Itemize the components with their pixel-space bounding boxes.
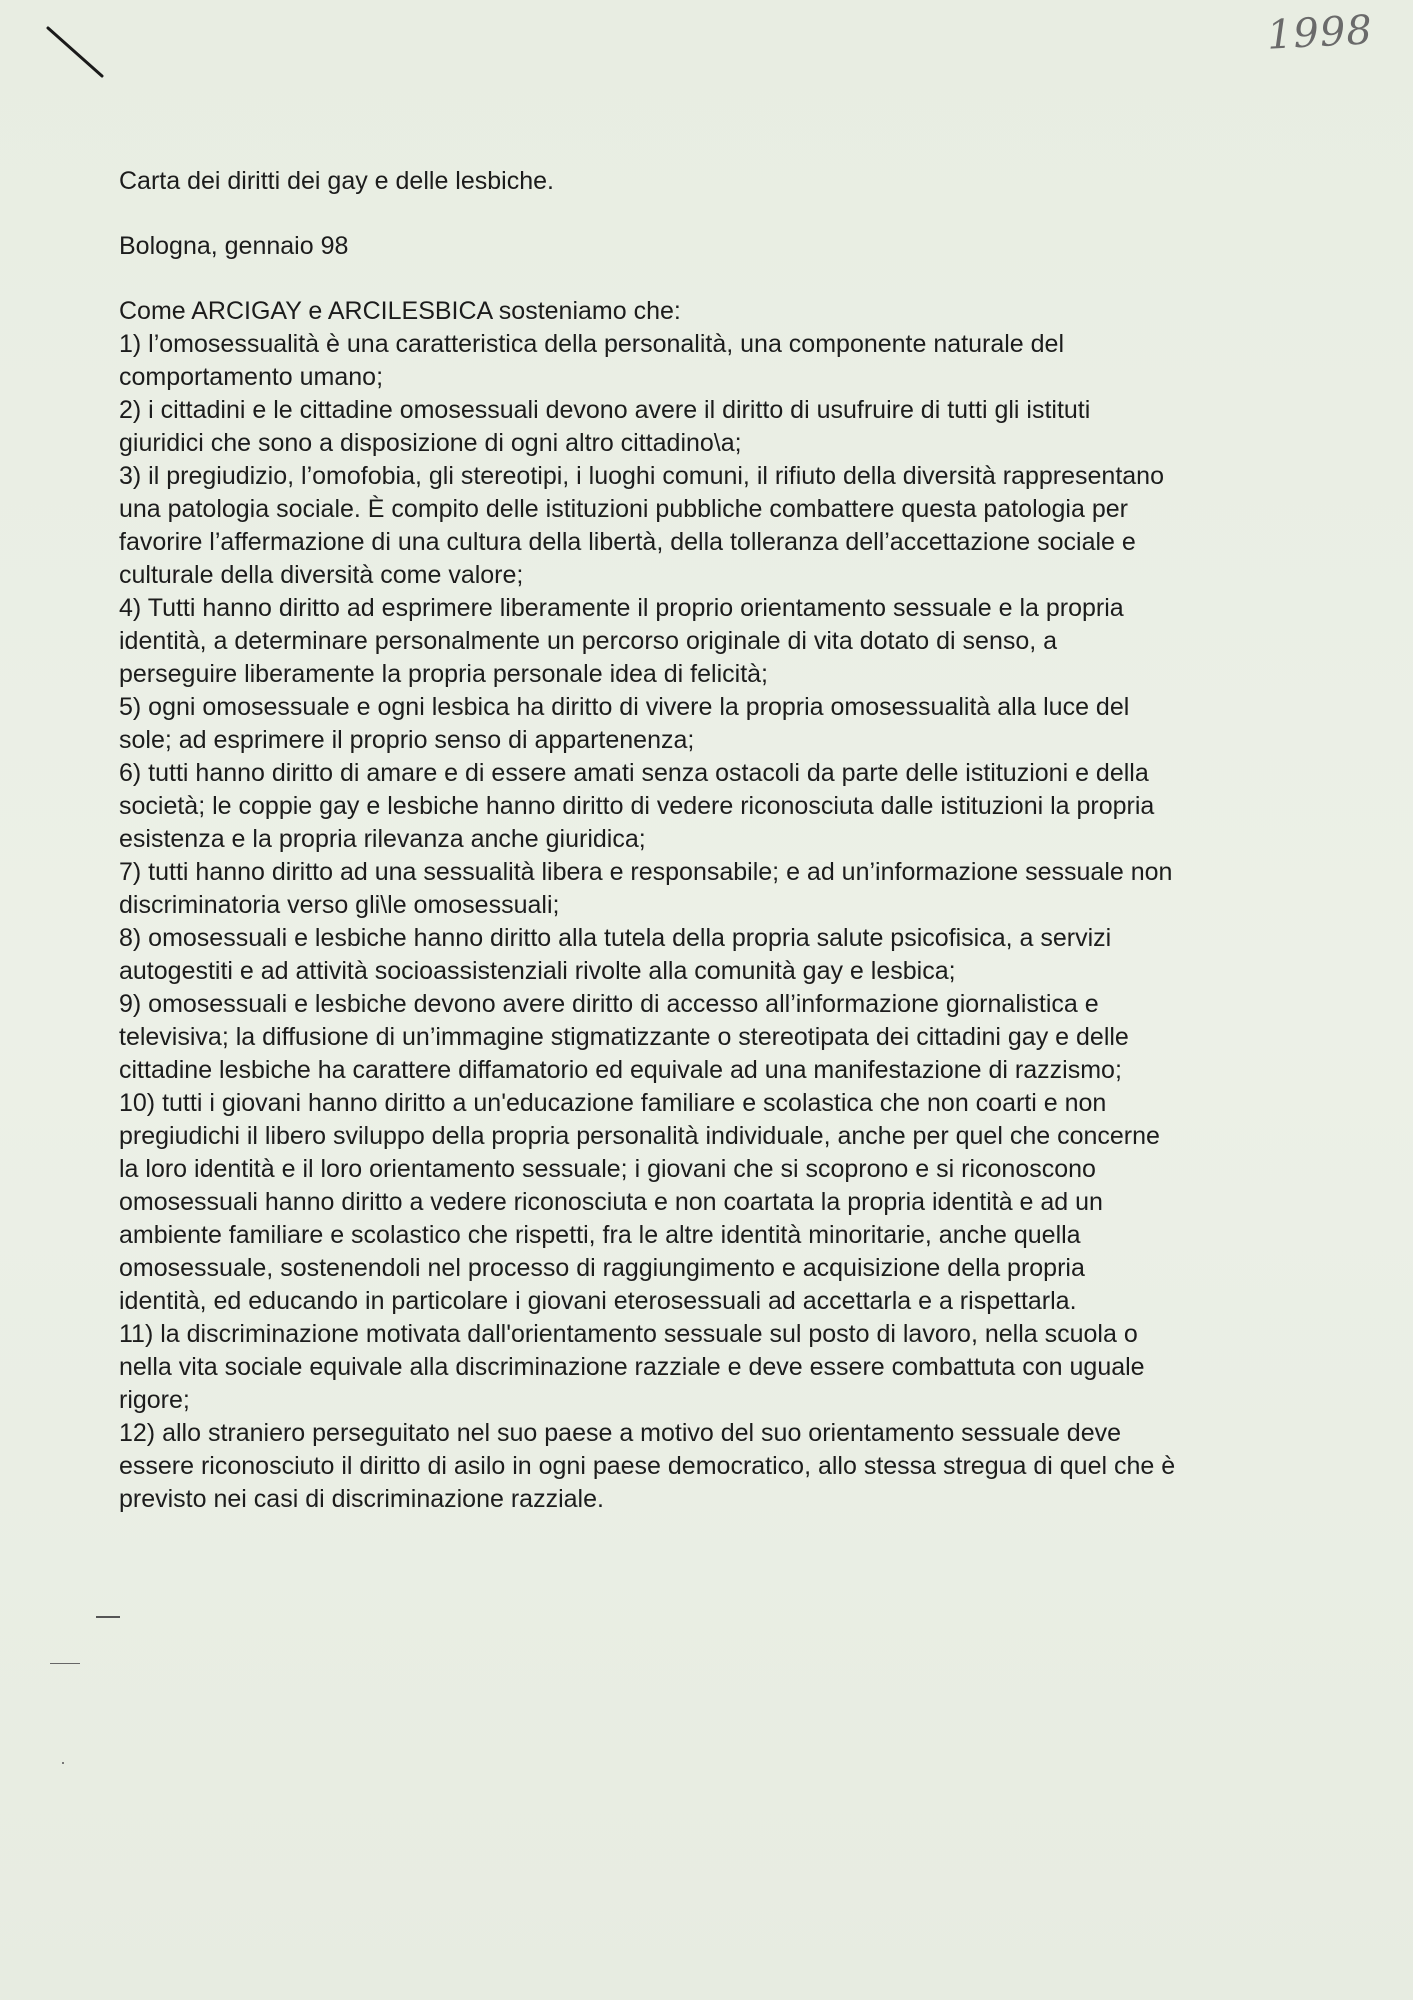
margin-dash-mark <box>96 1616 120 1618</box>
rights-item: 12) allo straniero perseguitato nel suo paese a motivo del suo orientamento sessuale deve essere riconosciuto il diritto di asilo in ogni paese democratico, allo stessa stregua di quel che è previsto nei casi di discriminazione razziale. <box>119 1419 1176 1513</box>
rights-item: 10) tutti i giovani hanno diritto a un'educazione familiare e scolastica che non coarti e non pregiudichi il libero sviluppo della propria personalità individuale, anche per quel che concerne la loro identità e il loro orientamento sessuale; i giovani che si scoprono e si riconoscono omosessuali hanno diritto a vedere riconosciuta e non coartata la propria identità e ad un ambiente familiare e scolastico che rispetti, fra le altre identità minoritarie, anche quella omosessuale, sostenendoli nel processo di raggiungimento e acquisizione della propria identità, ed educando in particolare i giovani eterosessuali ad accettarla e a rispettarla. <box>119 1089 1160 1315</box>
rights-item: 5) ogni omosessuale e ogni lesbica ha diritto di vivere la propria omosessualità alla luce del sole; ad esprimere il proprio senso di appartenenza; <box>119 693 1130 754</box>
document-body <box>119 165 1179 1516</box>
document-title: Carta dei diritti dei gay e delle lesbiche. <box>119 167 554 195</box>
margin-dash-mark <box>50 1663 80 1664</box>
handwritten-year-annotation: 1998 <box>1266 7 1375 59</box>
intro-line: Come ARCIGAY e ARCILESBICA sosteniamo che: <box>119 297 681 325</box>
place-date: Bologna, gennaio 98 <box>119 232 349 260</box>
rights-item: 8) omosessuali e lesbiche hanno diritto alla tutela della propria salute psicofisica, a servizi autogestiti e ad attività socioassistenziali rivolte alla comunità gay e lesbica; <box>119 924 1112 985</box>
rights-item: 1) l’omosessualità è una caratteristica della personalità, una componente naturale del comportamento umano; <box>119 330 1065 391</box>
rights-item: 3) il pregiudizio, l’omofobia, gli stereotipi, i luoghi comuni, il rifiuto della diversità rappresentano una patologia sociale. È compito delle istituzioni pubbliche combattere questa patologia per favorire l’affermazione di una cultura della libertà, della tolleranza dell’accettazione sociale e culturale della diversità come valore; <box>119 462 1164 589</box>
rights-item: 9) omosessuali e lesbiche devono avere diritto di accesso all’informazione giornalistica e televisiva; la diffusione di un’immagine stigmatizzante o stereotipata dei cittadini gay e delle cittadine lesbiche ha carattere diffamatorio ed equivale ad una manifestazione di razzismo; <box>119 990 1129 1084</box>
rights-item: 11) la discriminazione motivata dall'orientamento sessuale sul posto di lavoro, nella scuola o nella vita sociale equivale alla discriminazione razziale e deve essere combattuta con uguale rigore; <box>119 1320 1145 1414</box>
rights-item: 2) i cittadini e le cittadine omosessuali devono avere il diritto di usufruire di tutti gli istituti giuridici che sono a disposizione di ogni altro cittadino\a; <box>119 396 1091 457</box>
rights-item: 7) tutti hanno diritto ad una sessualità libera e responsabile; e ad un’informazione sessuale non discriminatoria verso gli\le omosessuali; <box>119 858 1173 919</box>
pen-stroke-mark <box>40 18 110 88</box>
margin-dot-mark <box>62 1762 64 1764</box>
rights-item: 6) tutti hanno diritto di amare e di essere amati senza ostacoli da parte delle istituzioni e della società; le coppie gay e lesbiche hanno diritto di vedere riconosciuta dalle istituzioni la propria esistenza e la propria rilevanza anche giuridica; <box>119 759 1155 853</box>
rights-list <box>119 328 1179 1516</box>
rights-item: 4) Tutti hanno diritto ad esprimere liberamente il proprio orientamento sessuale e la propria identità, a determinare personalmente un percorso originale di vita dotato di senso, a perseguire liberamente la propria personale idea di felicità; <box>119 594 1124 688</box>
